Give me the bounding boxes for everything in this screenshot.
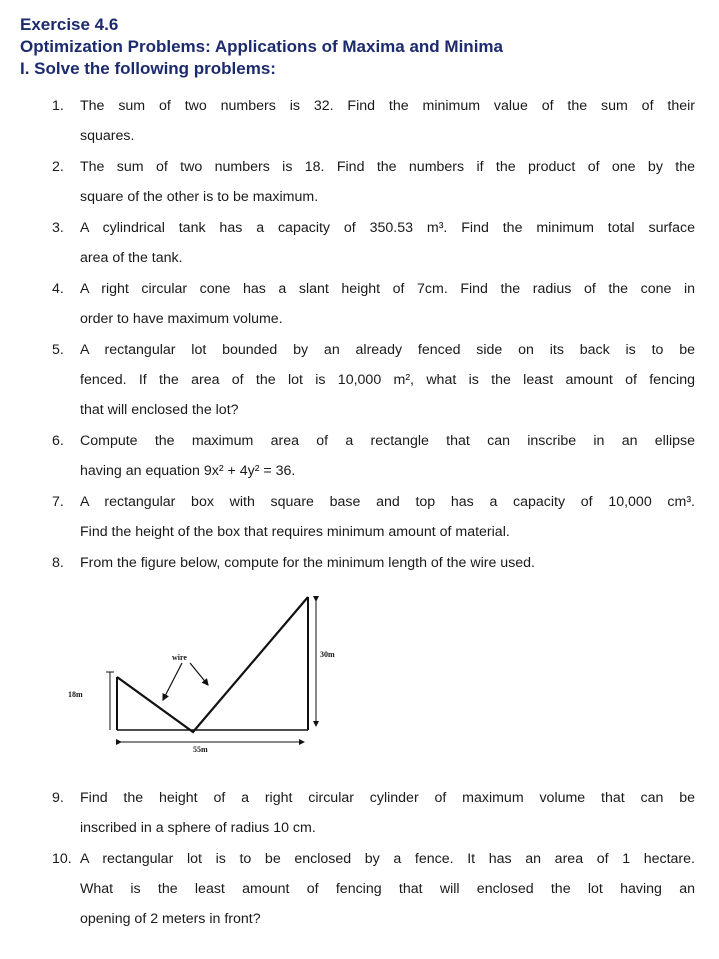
problem-text-line: fenced. If the area of the lot is 10,000 m², what is the least amount of fencing (80, 372, 695, 388)
problem-text-line: squares. (80, 128, 135, 144)
problem-text-line: What is the least amount of fencing that will enclosed the lot having an (80, 881, 695, 897)
problem-text-line: Find the height of the box that requires minimum amount of material. (80, 524, 510, 540)
wire-pointer-left (163, 663, 182, 700)
problem-text-line: From the figure below, compute for the minimum length of the wire used. (80, 555, 536, 571)
problem-text-line: Find the height of a right circular cylinder of maximum volume that can be (80, 790, 695, 806)
exercise-title: Optimization Problems: Applications of Maxima and Minima (20, 37, 503, 56)
wire-pointer-right (190, 663, 208, 685)
problem-number: 2. (52, 159, 64, 175)
wire-line (117, 597, 308, 732)
left-height-label: 18m (68, 690, 83, 699)
exercise-number: Exercise 4.6 (20, 15, 119, 34)
wire-label: wire (172, 653, 187, 662)
problem-number: 3. (52, 220, 64, 236)
problem-number: 9. (52, 790, 64, 806)
problem-number: 7. (52, 494, 64, 510)
section-heading: I. Solve the following problems: (20, 59, 276, 78)
wire-diagram (60, 585, 380, 760)
problem-text-line: A rectangular lot is to be enclosed by a fence. It has an area of 1 hectare. (80, 851, 695, 867)
problem-text-line: square of the other is to be maximum. (80, 189, 319, 205)
problem-text-line: opening of 2 meters in front? (80, 911, 261, 927)
problem-text-line: A rectangular lot bounded by an already fenced side on its back is to be (80, 342, 695, 358)
exercise-header (20, 14, 503, 80)
right-height-label: 30m (320, 650, 335, 659)
problem-number: 1. (52, 98, 64, 114)
problem-text-line: area of the tank. (80, 250, 183, 266)
problem-text-line: having an equation 9x² + 4y² = 36. (80, 463, 296, 479)
problem-text-line: The sum of two numbers is 18. Find the numbers if the product of one by the (80, 159, 695, 175)
problem-text-line: order to have maximum volume. (80, 311, 283, 327)
problem-number: 6. (52, 433, 64, 449)
problem-text-line: that will enclosed the lot? (80, 402, 239, 418)
problem-number: 4. (52, 281, 64, 297)
base-label: 55m (193, 745, 208, 754)
problem-text-line: Compute the maximum area of a rectangle that can inscribe in an ellipse (80, 433, 695, 449)
problem-number: 10. (52, 851, 72, 867)
problem-text-line: inscribed in a sphere of radius 10 cm. (80, 820, 316, 836)
problem-text-line: The sum of two numbers is 32. Find the minimum value of the sum of their (80, 98, 695, 114)
problem-text-line: A right circular cone has a slant height of 7cm. Find the radius of the cone in (80, 281, 695, 297)
problem-text-line: A rectangular box with square base and top has a capacity of 10,000 cm³. (80, 494, 695, 510)
problem-number: 5. (52, 342, 64, 358)
problem-text-line: A cylindrical tank has a capacity of 350.53 m³. Find the minimum total surface (80, 220, 695, 236)
wire-figure (60, 585, 380, 760)
problem-number: 8. (52, 555, 64, 571)
